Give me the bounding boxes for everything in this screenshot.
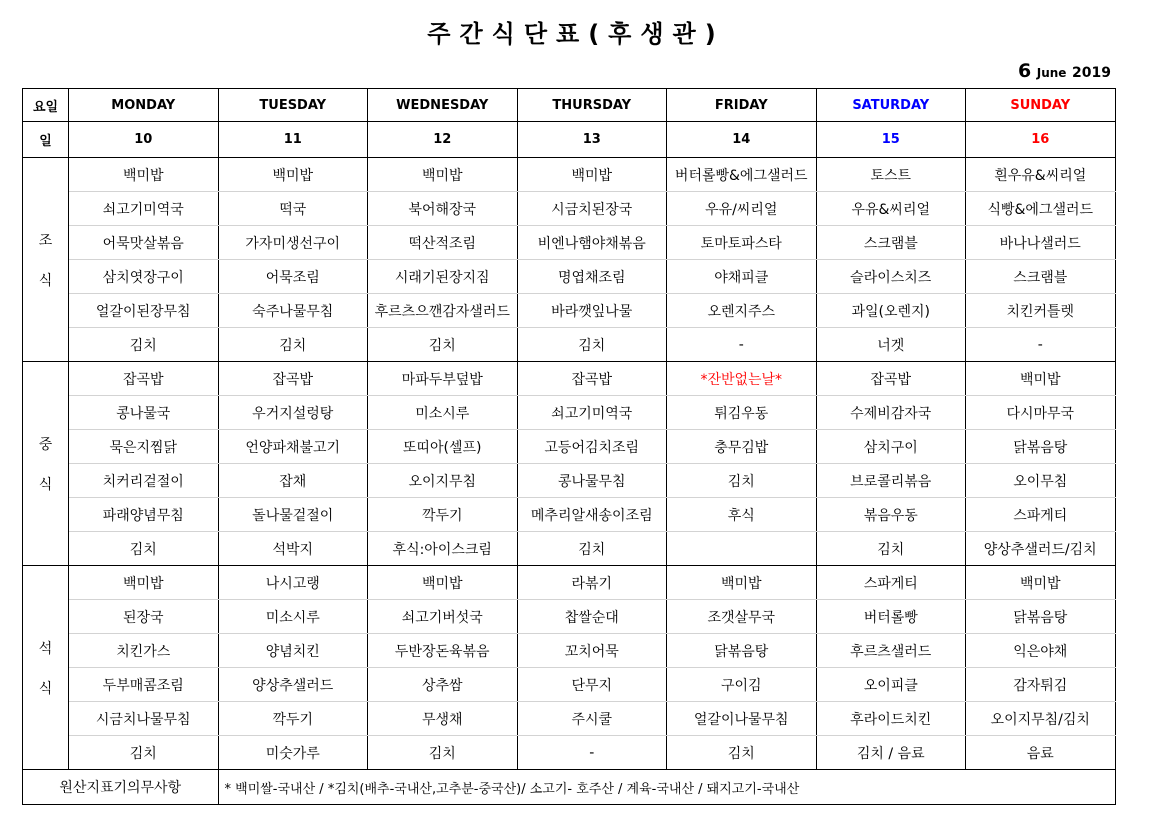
breakfast-monday-item: 김치 [69,328,219,362]
dinner-friday-item: 백미밥 [667,566,817,600]
dinner-row [23,668,1116,702]
weekday-friday: FRIDAY [667,89,817,122]
lunch-saturday-item: 볶음우동 [816,498,966,532]
lunch-monday-item: 김치 [69,532,219,566]
lunch-thursday-item: 쇠고기미역국 [517,396,667,430]
dinner-saturday-item: 스파게티 [816,566,966,600]
dinner-wednesday-item: 김치 [368,736,518,770]
lunch-monday-item: 잡곡밥 [69,362,219,396]
dinner-saturday-item: 후르츠샐러드 [816,634,966,668]
lunch-saturday-item: 브로콜리볶음 [816,464,966,498]
lunch-row [23,498,1116,532]
breakfast-wednesday-item: 시래기된장지짐 [368,260,518,294]
breakfast-sunday-item: 치킨커틀렛 [966,294,1116,328]
lunch-thursday-item: 잡곡밥 [517,362,667,396]
breakfast-wednesday-item: 김치 [368,328,518,362]
lunch-tuesday-item: 석박지 [218,532,368,566]
breakfast-thursday-item: 바라깻잎나물 [517,294,667,328]
lunch-label [23,362,69,566]
lunch-sunday-item: 닭볶음탕 [966,430,1116,464]
lunch-friday-item: 후식 [667,498,817,532]
breakfast-friday-item: - [667,328,817,362]
lunch-saturday-item: 잡곡밥 [816,362,966,396]
weekday-tuesday: TUESDAY [218,89,368,122]
lunch-saturday-item: 삼치구이 [816,430,966,464]
lunch-friday-item: 충무김밥 [667,430,817,464]
dinner-monday-item: 김치 [69,736,219,770]
origin-notice-text: * 백미쌀-국내산 / *김치(배추-국내산,고추분-중국산)/ 소고기- 호주산 / 계육-국내산 / 돼지고기-국내산 [218,770,1115,805]
date-monday: 10 [69,122,219,158]
breakfast-sunday-item: 흰우유&씨리얼 [966,158,1116,192]
dinner-label-char: 식 [38,680,53,697]
dinner-wednesday-item: 쇠고기버섯국 [368,600,518,634]
dinner-wednesday-item: 백미밥 [368,566,518,600]
dinner-thursday-item: 꼬치어묵 [517,634,667,668]
dinner-wednesday-item: 두반장돈육볶음 [368,634,518,668]
dinner-monday-item: 치킨가스 [69,634,219,668]
breakfast-sunday-item: 식빵&에그샐러드 [966,192,1116,226]
breakfast-thursday-item: 시금치된장국 [517,192,667,226]
dinner-friday-item: 김치 [667,736,817,770]
dinner-row [23,702,1116,736]
breakfast-monday-item: 얼갈이된장무침 [69,294,219,328]
lunch-wednesday-item: 후식:아이스크림 [368,532,518,566]
breakfast-monday-item: 삼치엿장구이 [69,260,219,294]
breakfast-tuesday-item: 김치 [218,328,368,362]
breakfast-wednesday-item: 백미밥 [368,158,518,192]
dinner-saturday-item: 김치 / 음료 [816,736,966,770]
dinner-saturday-item: 후라이드치킨 [816,702,966,736]
dinner-friday-item: 조갯살무국 [667,600,817,634]
date-label: 일 [23,122,69,158]
breakfast-saturday-item: 토스트 [816,158,966,192]
lunch-tuesday-item: 돌나물겉절이 [218,498,368,532]
lunch-friday-item: 김치 [667,464,817,498]
origin-notice-label: 원산지표기의무사항 [23,770,219,805]
dinner-label-char: 석 [38,640,53,657]
dinner-thursday-item: - [517,736,667,770]
breakfast-row [23,158,1116,192]
date-thursday: 13 [517,122,667,158]
dinner-tuesday-item: 깍두기 [218,702,368,736]
breakfast-monday-item: 어묵맛살볶음 [69,226,219,260]
date-header-row [23,122,1116,158]
dinner-sunday-item: 음료 [966,736,1116,770]
dinner-sunday-item: 익은야채 [966,634,1116,668]
breakfast-thursday-item: 명엽채조림 [517,260,667,294]
weekday-monday: MONDAY [69,89,219,122]
weekday-saturday: SATURDAY [816,89,966,122]
lunch-monday-item: 파래양념무침 [69,498,219,532]
breakfast-tuesday-item: 백미밥 [218,158,368,192]
date-wednesday: 12 [368,122,518,158]
breakfast-saturday-item: 과일(오렌지) [816,294,966,328]
origin-notice-row [23,770,1116,805]
weekday-label: 요일 [23,89,69,122]
breakfast-row [23,226,1116,260]
dinner-thursday-item: 라볶기 [517,566,667,600]
lunch-friday-item [667,532,817,566]
lunch-wednesday-item: 마파두부덮밥 [368,362,518,396]
dinner-monday-item: 시금치나물무침 [69,702,219,736]
dinner-wednesday-item: 무생채 [368,702,518,736]
dinner-monday-item: 된장국 [69,600,219,634]
breakfast-thursday-item: 비엔나햄야채볶음 [517,226,667,260]
dinner-friday-item: 닭볶음탕 [667,634,817,668]
date-friday: 14 [667,122,817,158]
lunch-tuesday-item: 잡채 [218,464,368,498]
lunch-friday-item: 튀김우동 [667,396,817,430]
lunch-sunday-item: 양상추샐러드/김치 [966,532,1116,566]
breakfast-saturday-item: 슬라이스치즈 [816,260,966,294]
lunch-friday-item: *잔반없는날* [667,362,817,396]
lunch-row [23,430,1116,464]
dinner-thursday-item: 단무지 [517,668,667,702]
breakfast-sunday-item: 바나나샐러드 [966,226,1116,260]
lunch-label-char: 식 [38,476,53,493]
lunch-row [23,362,1116,396]
date-sunday: 16 [966,122,1116,158]
breakfast-saturday-item: 우유&씨리얼 [816,192,966,226]
date-day: 6 [1017,60,1032,82]
lunch-tuesday-item: 잡곡밥 [218,362,368,396]
dinner-saturday-item: 버터롤빵 [816,600,966,634]
dinner-friday-item: 구이김 [667,668,817,702]
weekly-menu-table [22,88,1116,805]
breakfast-tuesday-item: 떡국 [218,192,368,226]
lunch-wednesday-item: 또띠아(셀프) [368,430,518,464]
lunch-thursday-item: 고등어김치조림 [517,430,667,464]
dinner-row [23,566,1116,600]
breakfast-monday-item: 백미밥 [69,158,219,192]
breakfast-friday-item: 버터롤빵&에그샐러드 [667,158,817,192]
dinner-monday-item: 백미밥 [69,566,219,600]
dinner-friday-item: 얼갈이나물무침 [667,702,817,736]
lunch-label-char: 중 [38,436,53,453]
date-year: 2019 [1072,65,1111,81]
breakfast-thursday-item: 백미밥 [517,158,667,192]
lunch-monday-item: 콩나물국 [69,396,219,430]
page-title: 주간식단표(후생관) [427,20,725,48]
lunch-wednesday-item: 깍두기 [368,498,518,532]
dinner-tuesday-item: 양념치킨 [218,634,368,668]
dinner-tuesday-item: 나시고랭 [218,566,368,600]
breakfast-thursday-item: 김치 [517,328,667,362]
breakfast-friday-item: 오렌지주스 [667,294,817,328]
lunch-sunday-item: 백미밥 [966,362,1116,396]
breakfast-saturday-item: 스크램블 [816,226,966,260]
date-saturday: 15 [816,122,966,158]
lunch-row [23,532,1116,566]
lunch-thursday-item: 김치 [517,532,667,566]
breakfast-row [23,328,1116,362]
meal-rows [23,158,1116,770]
lunch-thursday-item: 콩나물무침 [517,464,667,498]
lunch-sunday-item: 다시마무국 [966,396,1116,430]
lunch-saturday-item: 김치 [816,532,966,566]
breakfast-sunday-item: 스크램블 [966,260,1116,294]
weekday-sunday: SUNDAY [966,89,1116,122]
dinner-sunday-item: 감자튀김 [966,668,1116,702]
breakfast-tuesday-item: 숙주나물무침 [218,294,368,328]
breakfast-row [23,260,1116,294]
lunch-monday-item: 치커리겉절이 [69,464,219,498]
breakfast-tuesday-item: 어묵조림 [218,260,368,294]
breakfast-friday-item: 야채피클 [667,260,817,294]
lunch-tuesday-item: 우거지설렁탕 [218,396,368,430]
lunch-saturday-item: 수제비감자국 [816,396,966,430]
dinner-tuesday-item: 양상추샐러드 [218,668,368,702]
lunch-sunday-item: 오이무침 [966,464,1116,498]
breakfast-row [23,294,1116,328]
dinner-saturday-item: 오이피클 [816,668,966,702]
breakfast-monday-item: 쇠고기미역국 [69,192,219,226]
breakfast-label-char: 식 [38,272,53,289]
date-tuesday: 11 [218,122,368,158]
dinner-row [23,634,1116,668]
lunch-row [23,464,1116,498]
dinner-tuesday-item: 미소시루 [218,600,368,634]
dinner-wednesday-item: 상추쌈 [368,668,518,702]
weekday-thursday: THURSDAY [517,89,667,122]
dinner-row [23,600,1116,634]
weekday-wednesday: WEDNESDAY [368,89,518,122]
dinner-row [23,736,1116,770]
lunch-monday-item: 묵은지찜닭 [69,430,219,464]
breakfast-label-char: 조 [38,232,53,249]
lunch-wednesday-item: 오이지무침 [368,464,518,498]
breakfast-wednesday-item: 북어해장국 [368,192,518,226]
breakfast-wednesday-item: 후르츠으깬감자샐러드 [368,294,518,328]
breakfast-friday-item: 우유/씨리얼 [667,192,817,226]
dinner-sunday-item: 백미밥 [966,566,1116,600]
dinner-sunday-item: 닭볶음탕 [966,600,1116,634]
dinner-thursday-item: 찹쌀순대 [517,600,667,634]
dinner-monday-item: 두부매콤조림 [69,668,219,702]
lunch-tuesday-item: 언양파채불고기 [218,430,368,464]
dinner-thursday-item: 주시쿨 [517,702,667,736]
dinner-sunday-item: 오이지무침/김치 [966,702,1116,736]
lunch-row [23,396,1116,430]
breakfast-row [23,192,1116,226]
breakfast-wednesday-item: 떡산적조림 [368,226,518,260]
dinner-tuesday-item: 미숫가루 [218,736,368,770]
weekday-header-row [23,89,1116,122]
menu-date [1018,60,1111,82]
lunch-wednesday-item: 미소시루 [368,396,518,430]
lunch-thursday-item: 메추리알새송이조림 [517,498,667,532]
dinner-label [23,566,69,770]
breakfast-friday-item: 토마토파스타 [667,226,817,260]
breakfast-tuesday-item: 가자미생선구이 [218,226,368,260]
breakfast-saturday-item: 너겟 [816,328,966,362]
breakfast-sunday-item: - [966,328,1116,362]
breakfast-label [23,158,69,362]
date-month: June [1036,66,1067,80]
lunch-sunday-item: 스파게티 [966,498,1116,532]
